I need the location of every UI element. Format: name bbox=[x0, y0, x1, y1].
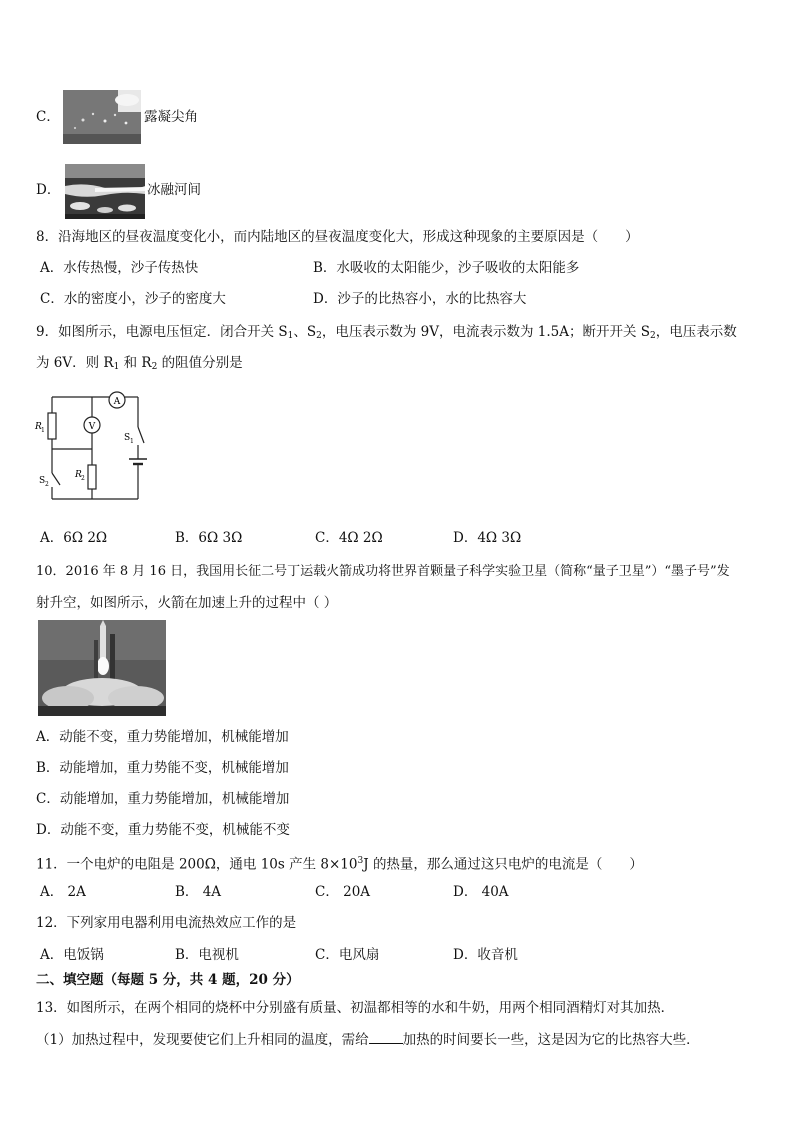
q9-text: ，电压表示数 bbox=[655, 324, 737, 340]
q9-option-d: D．4Ω 3Ω bbox=[453, 530, 522, 546]
q9-sub: 1 bbox=[113, 362, 120, 372]
q10-option-c: C．动能增加，重力势能增加，机械能增加 bbox=[36, 791, 290, 807]
circuit-diagram bbox=[30, 385, 160, 510]
q8-option-a: A．水传热慢，沙子传热快 bbox=[40, 260, 199, 276]
q10-stem-line1: 10．2016 年 8 月 16 日，我国用长征二号丁运载火箭成功将世界首颗量子科学实验卫星（简称“量子卫星”）“墨子号”发 bbox=[36, 564, 730, 579]
q11-option-c: C． 20A bbox=[315, 884, 371, 900]
ice-river-photo-image bbox=[65, 164, 145, 219]
q11-exponent: 3 bbox=[357, 856, 364, 866]
q11-text: J 的热量，那么通过这只电炉的电流是（ ） bbox=[363, 856, 643, 873]
q9-text: 9．如图所示，电源电压恒定．闭合开关 S bbox=[36, 324, 288, 340]
ammeter-label: A bbox=[113, 397, 121, 407]
q9-sub: 2 bbox=[316, 331, 322, 341]
q8-option-c: C．水的密度小，沙子的密度大 bbox=[40, 291, 226, 307]
q10-option-d: D．动能不变，重力势能不变，机械能不变 bbox=[36, 822, 290, 838]
q11-option-d: D． 40A bbox=[453, 884, 509, 900]
q10-option-b: B．动能增加，重力势能不变，机械能增加 bbox=[36, 760, 289, 776]
r2-sub: 2 bbox=[81, 475, 85, 482]
q8-option-b: B．水吸收的太阳能少，沙子吸收的太阳能多 bbox=[313, 260, 580, 276]
q9-sub: 2 bbox=[151, 362, 158, 372]
q9-text: 为 6V．则 R bbox=[36, 355, 114, 371]
q11-option-b: B． 4A bbox=[175, 884, 222, 900]
q9-stem-line1 bbox=[36, 322, 737, 346]
q9-option-a: A．6Ω 2Ω bbox=[40, 530, 108, 546]
s1-sub: 1 bbox=[130, 438, 134, 445]
ice-river-photo bbox=[65, 164, 145, 219]
s2-label: S bbox=[39, 476, 46, 486]
q9-option-c: C．4Ω 2Ω bbox=[315, 530, 383, 546]
option-c-text: 露凝尖角 bbox=[144, 109, 198, 125]
q12-option-c: C．电风扇 bbox=[315, 947, 380, 963]
q9-sub: 2 bbox=[650, 331, 656, 341]
voltmeter-label: V bbox=[88, 422, 96, 432]
r2-label: R bbox=[75, 470, 82, 480]
frost-photo-image bbox=[63, 90, 141, 144]
s2-sub: 2 bbox=[45, 481, 49, 488]
q11-stem bbox=[36, 851, 643, 875]
q9-stem-line2 bbox=[36, 353, 243, 377]
frost-photo bbox=[63, 90, 141, 144]
q8-stem: 8．沿海地区的昼夜温度变化小，而内陆地区的昼夜温度变化大，形成这种现象的主要原因是（ ） bbox=[36, 229, 639, 245]
q13-text: 加热的时间要长一些，这是因为它的比热容大些． bbox=[402, 1032, 700, 1048]
q12-option-a: A．电饭锅 bbox=[40, 947, 104, 963]
q13-sub1 bbox=[36, 1029, 700, 1050]
q9-sub: 1 bbox=[287, 331, 294, 341]
q11-text: 11．一个电炉的电阻是 200Ω，通电 10s 产生 8×10 bbox=[36, 856, 358, 873]
q10-option-a: A．动能不变，重力势能增加，机械能增加 bbox=[36, 729, 289, 745]
rocket-launch-photo bbox=[38, 620, 166, 716]
s1-label: S bbox=[124, 433, 131, 443]
q12-stem: 12．下列家用电器利用电流热效应工作的是 bbox=[36, 915, 297, 931]
q12-option-d: D．收音机 bbox=[453, 947, 518, 963]
rocket-launch-image bbox=[38, 620, 166, 716]
q12-option-b: B．电视机 bbox=[175, 947, 239, 963]
q13-text: （1）加热过程中，发现要使它们上升相同的温度，需给 bbox=[36, 1032, 369, 1048]
option-c-label: C． bbox=[36, 109, 60, 125]
q9-text: 和 R bbox=[119, 355, 152, 371]
q11-option-a: A． 2A bbox=[40, 884, 86, 900]
q9-text: 、S bbox=[293, 324, 317, 340]
q9-option-b: B．6Ω 3Ω bbox=[175, 530, 243, 546]
q13-stem: 13．如图所示，在两个相同的烧杯中分别盛有质量、初温都相等的水和牛奶，用两个相同酒精灯对其加热． bbox=[36, 1000, 675, 1016]
r1-sub: 1 bbox=[41, 427, 45, 434]
section-title: 二、填空题（每题 5 分，共 4 题，20 分） bbox=[36, 972, 300, 988]
q9-text: ，电压表示数为 9V，电流表示数为 1.5A；断开开关 S bbox=[321, 324, 651, 340]
q9-text: 的阻值分别是 bbox=[157, 355, 243, 371]
r1-label: R bbox=[35, 422, 42, 432]
q8-option-d: D．沙子的比热容小，水的比热容大 bbox=[313, 291, 527, 307]
answer-blank[interactable] bbox=[369, 1029, 403, 1044]
option-d-label: D． bbox=[36, 182, 61, 198]
option-d-text: 冰融河间 bbox=[147, 182, 201, 198]
q10-stem-line2: 射升空，如图所示，火箭在加速上升的过程中（ ） bbox=[36, 595, 338, 611]
